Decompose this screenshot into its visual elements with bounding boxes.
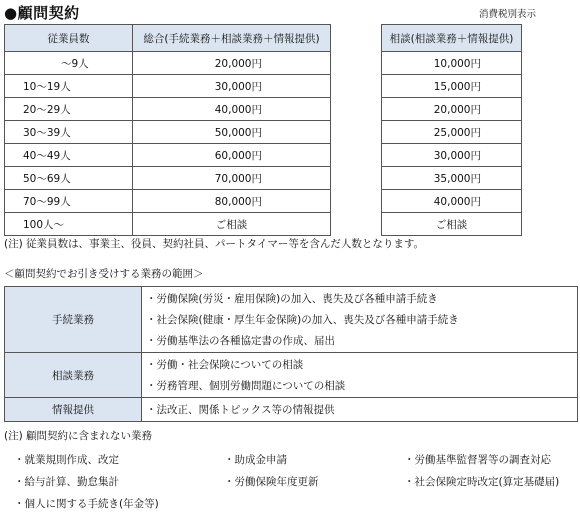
fee-table-consultation	[381, 24, 522, 236]
employee-count: 20〜29人	[5, 98, 133, 121]
exclusions-heading: (注) 顧問契約に含まれない業務	[4, 430, 153, 442]
tax-note: 消費税別表示	[478, 9, 536, 20]
table-row	[5, 213, 331, 236]
scope-category: 手続業務	[5, 287, 142, 353]
table-row	[382, 190, 522, 213]
table-row	[5, 121, 331, 144]
employee-count: 40〜49人	[5, 144, 133, 167]
employee-count: 100人〜	[5, 213, 133, 236]
fee-amount: 25,000円	[382, 121, 522, 144]
employee-count-note: (注) 従業員数は、事業主、役員、契約社員、パートタイマー等を含んだ人数となります。	[4, 238, 424, 250]
employee-count: 50〜69人	[5, 167, 133, 190]
header-comprehensive: 総合(手続業務＋相談業務＋情報提供)	[133, 25, 331, 52]
scope-item: ・労働基準法の各種協定書の作成、届出	[146, 335, 335, 347]
scope-item: ・労務管理、個別労働問題についての相談	[146, 380, 346, 392]
header-consultation: 相談(相談業務＋情報提供)	[382, 25, 522, 52]
fee-amount: 20,000円	[382, 98, 522, 121]
scope-table	[4, 286, 578, 422]
scope-details	[142, 353, 578, 398]
table-row	[5, 98, 331, 121]
scope-category: 情報提供	[5, 398, 142, 422]
scope-item: ・社会保険(健康・厚生年金保険)の加入、喪失及び各種申請手続き	[146, 314, 459, 326]
scope-item: ・法改正、関係トピックス等の情報提供	[146, 404, 335, 416]
fee-amount: 50,000円	[133, 121, 331, 144]
fee-amount: 20,000円	[133, 52, 331, 75]
table-row	[382, 213, 522, 236]
fee-amount: 30,000円	[382, 144, 522, 167]
table-row	[5, 52, 331, 75]
employee-count: 30〜39人	[5, 121, 133, 144]
fee-amount: ご相談	[133, 213, 331, 236]
scope-heading: ＜顧問契約でお引き受けする業務の範囲＞	[4, 268, 204, 280]
header-employees: 従業員数	[5, 25, 133, 52]
fee-amount: 10,000円	[382, 52, 522, 75]
table-row	[382, 121, 522, 144]
scope-details	[142, 398, 578, 422]
exclusion-item: ・就業規則作成、改定	[14, 454, 119, 466]
scope-row-consultation	[5, 353, 578, 398]
exclusion-item: ・社会保険定時改定(算定基礎届)	[404, 476, 560, 488]
exclusion-item: ・労働基準監督署等の調査対応	[404, 454, 551, 466]
employee-count: 10〜19人	[5, 75, 133, 98]
fee-amount: 40,000円	[133, 98, 331, 121]
fee-amount: 80,000円	[133, 190, 331, 213]
fee-amount: ご相談	[382, 213, 522, 236]
exclusion-item: ・労働保険年度更新	[224, 476, 319, 488]
scope-details	[142, 287, 578, 353]
fee-amount: 30,000円	[133, 75, 331, 98]
exclusion-item: ・助成金申請	[224, 454, 287, 466]
table-row	[382, 98, 522, 121]
employee-count: 〜9人	[5, 52, 133, 75]
scope-category: 相談業務	[5, 353, 142, 398]
exclusion-item: ・給与計算、勤怠集計	[14, 476, 119, 488]
table-row	[382, 167, 522, 190]
table-row	[5, 167, 331, 190]
scope-row-information	[5, 398, 578, 422]
exclusion-item: ・個人に関する手続き(年金等)	[14, 498, 159, 510]
table-row	[5, 190, 331, 213]
fee-table-comprehensive	[4, 24, 331, 236]
scope-item: ・労働保険(労災・雇用保険)の加入、喪失及び各種申請手続き	[146, 293, 438, 305]
fee-amount: 35,000円	[382, 167, 522, 190]
scope-item: ・労働・社会保険についての相談	[146, 359, 304, 371]
table-row	[382, 75, 522, 98]
page-title: ●顧問契約	[4, 4, 80, 22]
table-row	[5, 75, 331, 98]
scope-row-procedures	[5, 287, 578, 353]
fee-amount: 15,000円	[382, 75, 522, 98]
employee-count: 70〜99人	[5, 190, 133, 213]
table-row	[382, 144, 522, 167]
fee-amount: 70,000円	[133, 167, 331, 190]
fee-amount: 60,000円	[133, 144, 331, 167]
fee-amount: 40,000円	[382, 190, 522, 213]
table-row	[5, 144, 331, 167]
table-row	[382, 52, 522, 75]
